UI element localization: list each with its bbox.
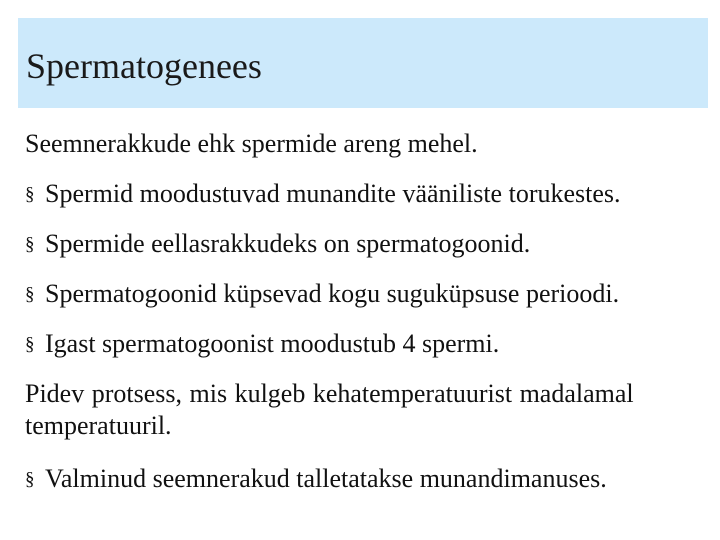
title-band bbox=[18, 18, 708, 108]
bullet-item bbox=[25, 178, 621, 211]
bullet-icon: § bbox=[25, 184, 35, 205]
intro-text: Seemnerakkude ehk spermide areng mehel. bbox=[25, 129, 478, 158]
bullet-text: Valminud seemnerakud talletatakse munandimanuses bbox=[45, 464, 601, 493]
bullet-icon: § bbox=[25, 234, 35, 255]
bullet-text: Igast spermatogoonist moodustub 4 spermi. bbox=[45, 329, 500, 358]
bullet-item bbox=[25, 328, 499, 361]
bullet-icon: § bbox=[25, 469, 35, 490]
bullet-text-end: . bbox=[600, 464, 607, 493]
bullet-icon: § bbox=[25, 334, 35, 355]
bullet-text: Spermid moodustuvad munandite vääniliste torukestes. bbox=[45, 179, 621, 208]
bullet-icon: § bbox=[25, 284, 35, 305]
intro-line bbox=[25, 128, 478, 160]
bullet-text: Spermide eellasrakkudeks on spermatogoonid. bbox=[45, 229, 531, 258]
paragraph: Pidev protsess, mis kulgeb kehatemperatuurist madalamal temperatuuril. bbox=[25, 379, 634, 440]
bullet-item bbox=[25, 228, 530, 261]
slide-title: Spermatogenees bbox=[26, 46, 262, 86]
bullet-item bbox=[25, 278, 619, 311]
bullet-text: Spermatogoonid küpsevad kogu suguküpsuse perioodi. bbox=[45, 279, 620, 308]
bullet-item bbox=[25, 463, 607, 496]
